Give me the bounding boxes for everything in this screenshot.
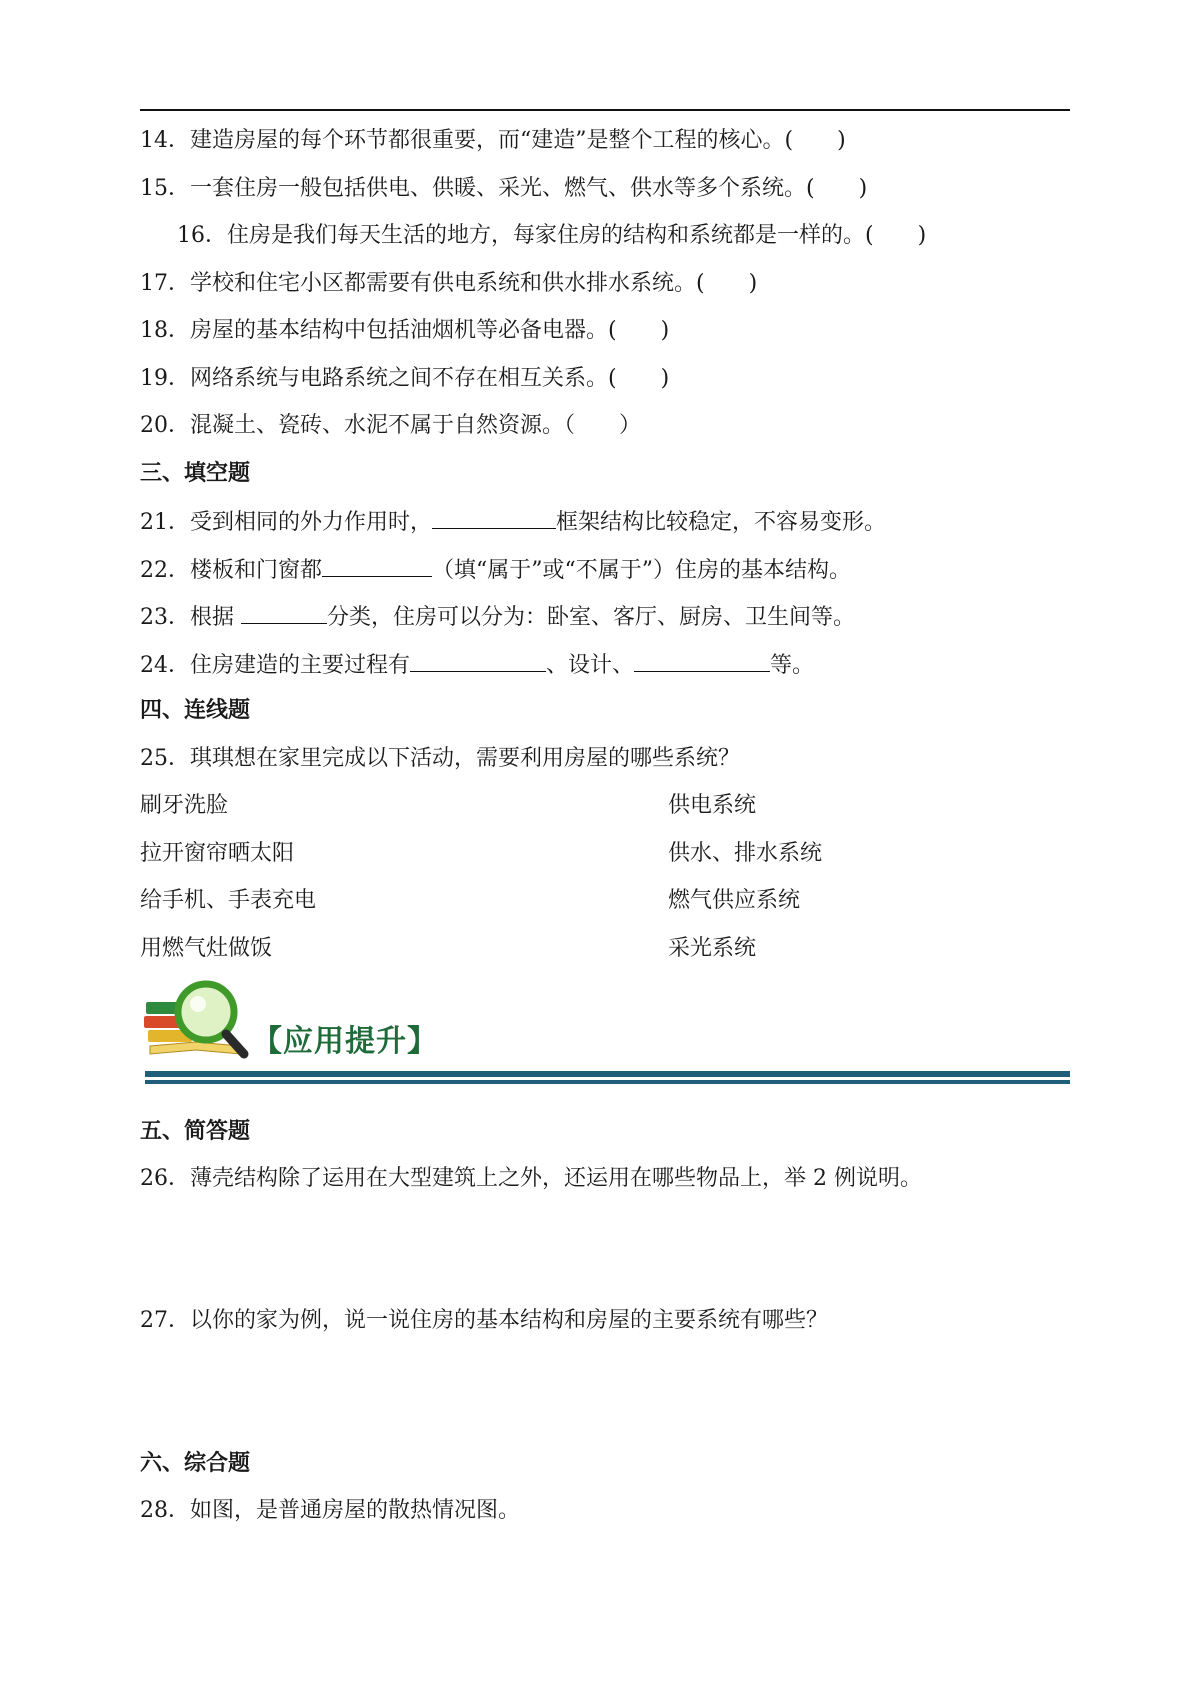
answer-blank-22[interactable] bbox=[322, 554, 432, 577]
question-23-text-a: 23．根据 bbox=[140, 605, 241, 630]
question-24-text-b: 、设计、 bbox=[546, 653, 635, 678]
answer-blank-21[interactable] bbox=[432, 506, 556, 529]
question-20: 20．混凝土、瓷砖、水泥不属于自然资源。（ ） bbox=[140, 413, 641, 438]
question-25: 25．琪琪想在家里完成以下活动，需要利用房屋的哪些系统？ bbox=[140, 746, 740, 771]
question-21-text-a: 21．受到相同的外力作用时， bbox=[140, 510, 432, 535]
question-16: 16．住房是我们每天生活的地方，每家住房的结构和系统都是一样的。( ) bbox=[177, 223, 927, 248]
answer-blank-24b[interactable] bbox=[634, 649, 770, 672]
match-left-item[interactable]: 用燃气灶做饭 bbox=[140, 936, 273, 961]
question-27: 27．以你的家为例，说一说住房的基本结构和房屋的主要系统有哪些？ bbox=[140, 1308, 828, 1333]
question-21 bbox=[140, 506, 886, 538]
question-18: 18．房屋的基本结构中包括油烟机等必备电器。( ) bbox=[140, 318, 670, 343]
match-right-item[interactable]: 采光系统 bbox=[668, 936, 757, 961]
match-left-item[interactable]: 刷牙洗脸 bbox=[140, 793, 229, 818]
section-short-answer-title: 五、简答题 bbox=[140, 1119, 251, 1144]
question-24-text-a: 24．住房建造的主要过程有 bbox=[140, 653, 410, 678]
question-23-text-b: 分类，住房可以分为：卧室、客厅、厨房、卫生间等。 bbox=[327, 605, 856, 630]
question-26: 26．薄壳结构除了运用在大型建筑上之外，还运用在哪些物品上，举 2 例说明。 bbox=[140, 1166, 922, 1191]
section-comprehensive-title: 六、综合题 bbox=[140, 1451, 251, 1476]
answer-blank-24a[interactable] bbox=[410, 649, 546, 672]
section-match-title: 四、连线题 bbox=[140, 698, 251, 723]
answer-blank-23[interactable] bbox=[241, 601, 327, 624]
top-rule bbox=[140, 109, 1070, 111]
question-22 bbox=[140, 554, 851, 586]
question-21-text-b: 框架结构比较稳定，不容易变形。 bbox=[556, 510, 887, 535]
question-24-text-c: 等。 bbox=[770, 653, 815, 678]
question-23 bbox=[140, 601, 855, 633]
question-22-text-a: 22．楼板和门窗都 bbox=[140, 558, 322, 583]
question-15: 15．一套住房一般包括供电、供暖、采光、燃气、供水等多个系统。( ) bbox=[140, 176, 868, 201]
match-right-item[interactable]: 燃气供应系统 bbox=[668, 888, 801, 913]
banner-bar-bottom bbox=[145, 1080, 1070, 1084]
question-14: 14．建造房屋的每个环节都很重要，而“建造”是整个工程的核心。( ) bbox=[140, 128, 846, 153]
match-left-item[interactable]: 给手机、手表充电 bbox=[140, 888, 317, 913]
question-22-text-b: （填“属于”或“不属于”）住房的基本结构。 bbox=[432, 558, 851, 583]
question-24 bbox=[140, 649, 814, 681]
match-left-item[interactable]: 拉开窗帘晒太阳 bbox=[140, 841, 295, 866]
section-fill-title: 三、填空题 bbox=[140, 461, 251, 486]
question-19: 19．网络系统与电路系统之间不存在相互关系。( ) bbox=[140, 366, 670, 391]
banner-title: 【应用提升】 bbox=[252, 1024, 438, 1059]
question-17: 17．学校和住宅小区都需要有供电系统和供水排水系统。( ) bbox=[140, 271, 758, 296]
match-right-item[interactable]: 供水、排水系统 bbox=[668, 841, 823, 866]
banner-bar-top bbox=[145, 1071, 1070, 1077]
match-right-item[interactable]: 供电系统 bbox=[668, 793, 757, 818]
question-28: 28．如图，是普通房屋的散热情况图。 bbox=[140, 1498, 520, 1523]
